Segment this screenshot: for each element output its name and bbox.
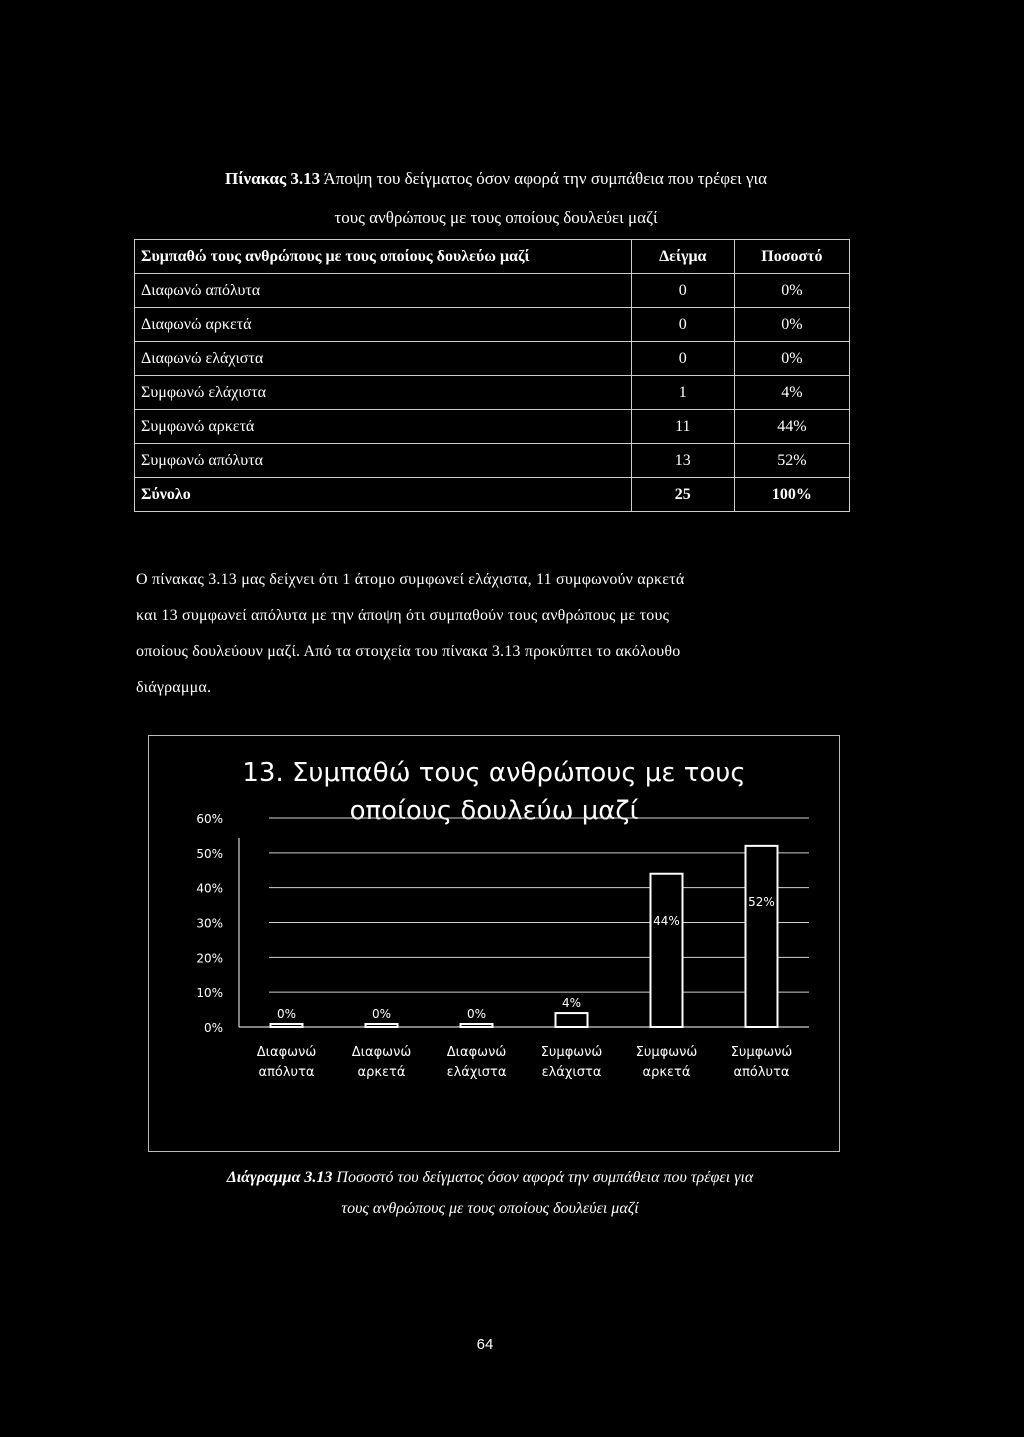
data-label: 44% bbox=[653, 913, 680, 928]
table-cell: 0 bbox=[631, 342, 734, 376]
table-cell: 25 bbox=[631, 478, 734, 512]
table-cell: 11 bbox=[631, 410, 734, 444]
table-header-row bbox=[135, 240, 850, 274]
y-tick-label: 60% bbox=[196, 812, 223, 826]
data-label: 4% bbox=[561, 996, 582, 1011]
bar bbox=[271, 1024, 303, 1027]
x-tick-label: Συμφωνώ bbox=[635, 1045, 698, 1060]
x-tick-label: ελάχιστα bbox=[541, 1065, 602, 1080]
x-tick-label: αρκετά bbox=[642, 1065, 691, 1080]
x-tick-label: Συμφωνώ bbox=[540, 1045, 603, 1060]
table-cell: Συμφωνώ ελάχιστα bbox=[135, 376, 632, 410]
bar bbox=[556, 1013, 588, 1027]
y-tick-label: 0% bbox=[203, 1021, 223, 1035]
data-table bbox=[134, 239, 850, 512]
paragraph-line: οποίους δουλεύουν μαζί. Από τα στοιχεία του πίνακα 3.13 προκύπτει το ακόλουθο bbox=[136, 643, 681, 660]
table-cell: 100% bbox=[734, 478, 849, 512]
table-cell: Διαφωνώ ελάχιστα bbox=[135, 342, 632, 376]
paragraph-line: Ο πίνακας 3.13 μας δείχνει ότι 1 άτομο συμφωνεί ελάχιστα, 11 συμφωνούν αρκετά bbox=[136, 571, 685, 588]
table-cell: 0% bbox=[734, 308, 849, 342]
bar-chart bbox=[149, 736, 839, 1151]
table-cell: Διαφωνώ αρκετά bbox=[135, 308, 632, 342]
table-row bbox=[135, 274, 850, 308]
body-paragraph bbox=[136, 562, 854, 706]
table-cell: 0% bbox=[734, 342, 849, 376]
y-tick-label: 10% bbox=[196, 986, 223, 1001]
table-cell: 44% bbox=[734, 410, 849, 444]
y-tick-label: 40% bbox=[196, 881, 223, 896]
diagram-caption-line1 bbox=[130, 1167, 850, 1189]
table-row bbox=[135, 444, 850, 478]
table-cell: Διαφωνώ απόλυτα bbox=[135, 274, 632, 308]
paragraph-line: και 13 συμφωνεί απόλυτα με την άποψη ότι συμπαθούν τους ανθρώπους με τους bbox=[136, 607, 670, 624]
y-tick-label: 20% bbox=[196, 951, 223, 966]
table-header-cell: Δείγμα bbox=[631, 240, 734, 274]
table-caption-line1 bbox=[136, 168, 856, 190]
paragraph-line: διάγραμμα. bbox=[136, 679, 212, 696]
bar bbox=[461, 1024, 493, 1027]
x-tick-label: Διαφωνώ bbox=[351, 1045, 412, 1060]
bar bbox=[651, 874, 683, 1027]
diagram-caption-label: Διάγραμμα 3.13 bbox=[226, 1169, 333, 1186]
table-header-cell: Συμπαθώ τους ανθρώπους με τους οποίους δουλεύω μαζί bbox=[135, 240, 632, 274]
x-tick-label: αρκετά bbox=[357, 1065, 406, 1080]
table-row bbox=[135, 342, 850, 376]
chart-title-line: οποίους δουλεύω μαζί bbox=[349, 796, 639, 826]
chart-title-line: 13. Συμπαθώ τους ανθρώπους με τους bbox=[242, 758, 746, 788]
table-total-row bbox=[135, 478, 850, 512]
table-caption-label: Πίνακας 3.13 bbox=[225, 169, 321, 188]
table-cell: Συμφωνώ αρκετά bbox=[135, 410, 632, 444]
x-tick-label: Διαφωνώ bbox=[256, 1045, 317, 1060]
diagram-caption-text: Ποσοστό του δείγματος όσον αφορά την συμπάθεια που τρέφει για bbox=[336, 1169, 754, 1186]
table-caption-text: Άποψη του δείγματος όσον αφορά την συμπάθεια που τρέφει για bbox=[323, 169, 767, 188]
page-number: 64 bbox=[476, 1336, 494, 1353]
table-cell: 52% bbox=[734, 444, 849, 478]
x-tick-label: Διαφωνώ bbox=[446, 1045, 507, 1060]
x-tick-label: Συμφωνώ bbox=[730, 1045, 793, 1060]
table-cell: 0% bbox=[734, 274, 849, 308]
data-label: 0% bbox=[371, 1007, 392, 1021]
data-label: 52% bbox=[748, 895, 775, 910]
chart-container bbox=[148, 735, 840, 1152]
table-row bbox=[135, 308, 850, 342]
data-label: 0% bbox=[276, 1007, 297, 1021]
diagram-caption-line2: τους ανθρώπους με τους οποίους δουλεύει μαζί bbox=[341, 1200, 639, 1217]
data-label: 0% bbox=[466, 1007, 487, 1021]
x-tick-label: ελάχιστα bbox=[446, 1065, 507, 1080]
table-cell: 0 bbox=[631, 274, 734, 308]
table-row bbox=[135, 410, 850, 444]
table-cell: Συμφωνώ απόλυτα bbox=[135, 444, 632, 478]
table-cell: 4% bbox=[734, 376, 849, 410]
x-tick-label: απόλυτα bbox=[258, 1065, 315, 1080]
bar bbox=[746, 846, 778, 1027]
table-cell: 0 bbox=[631, 308, 734, 342]
table-row bbox=[135, 376, 850, 410]
table-header-cell: Ποσοστό bbox=[734, 240, 849, 274]
x-tick-label: απόλυτα bbox=[733, 1065, 790, 1080]
bar bbox=[366, 1024, 398, 1027]
y-tick-label: 30% bbox=[196, 916, 223, 931]
table-cell: 13 bbox=[631, 444, 734, 478]
table-cell: Σύνολο bbox=[135, 478, 632, 512]
table-caption-line2: τους ανθρώπους με τους οποίους δουλεύει μαζί bbox=[334, 208, 658, 227]
table-cell: 1 bbox=[631, 376, 734, 410]
y-tick-label: 50% bbox=[196, 846, 223, 861]
